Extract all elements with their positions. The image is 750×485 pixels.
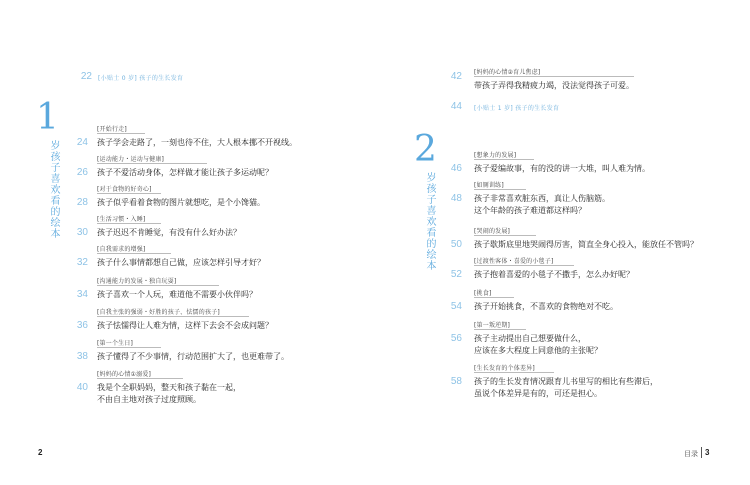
page-number: 36 [76, 320, 88, 331]
tag-rule [474, 372, 554, 373]
tag-rule [97, 163, 207, 164]
page-number: 44 [450, 101, 462, 112]
entry-tag: [第一叛逆期] [474, 322, 511, 329]
tag-rule [474, 189, 526, 190]
page-number: 24 [76, 137, 88, 148]
entry-tag: [第一个生日] [97, 340, 134, 347]
tips-entry: [小贴士 0 岁] 孩子的生长发育 [98, 75, 184, 82]
section-number: 1 [36, 97, 59, 138]
entry-tag: [开始行走] [97, 126, 127, 133]
page-number: 54 [450, 301, 462, 312]
entry-tag: [对于食物的好奇心] [97, 186, 152, 193]
page-number: 26 [76, 167, 88, 178]
entry-text: 孩子主动提出自己想要做什么， [474, 334, 586, 343]
entry-text: 这个年龄的孩子难道都这样吗？ [474, 206, 586, 215]
tips-entry: [小贴士 1 岁] 孩子的生长发育 [474, 105, 560, 112]
page-number: 28 [76, 197, 88, 208]
tag-rule [97, 378, 183, 379]
entry-tag: [运动能力・运动与健康] [97, 156, 165, 163]
entry-text: 孩子的生长发育情况跟育儿书里写的相比有些滞后， [474, 377, 658, 386]
folio-divider [701, 447, 702, 458]
entry-text: 孩子懂得了不少事情，行动范围扩大了，也更难带了。 [97, 352, 289, 361]
entry-tag: [妈妈的心情②育儿焦虑] [474, 69, 541, 76]
section-title: 岁孩子喜欢看的绘本 [48, 140, 59, 239]
entry-text: 应该在多大程度上同意他的主张呢？ [474, 346, 602, 355]
entry-text: 孩子非常喜欢脏东西，真让人伤脑筋。 [474, 194, 610, 203]
entry-text: 孩子迟迟不肯睡觉，有没有什么好办法？ [97, 228, 241, 237]
tag-rule [474, 235, 536, 236]
page-number: 58 [450, 376, 462, 387]
entry-text: 孩子爱编故事，有的没的讲一大堆，叫人难为情。 [474, 164, 650, 173]
tag-rule [97, 285, 219, 286]
tag-rule [97, 193, 161, 194]
entry-tag: [生活习惯・入睡] [97, 216, 146, 223]
entry-text: 孩子似乎看着食物的图片就想吃，是个小馋猫。 [97, 198, 265, 207]
entry-tag: [自我需求的增强] [97, 246, 146, 253]
section-number: 2 [414, 129, 437, 170]
page-number: 56 [450, 333, 462, 344]
page-number: 48 [450, 193, 462, 204]
entry-text: 不由自主地对孩子过度照顾。 [97, 395, 201, 404]
tag-rule [474, 329, 526, 330]
tag-rule [474, 265, 574, 266]
tag-rule [474, 297, 514, 298]
tag-rule [474, 76, 634, 77]
page-number: 46 [450, 163, 462, 174]
entry-text: 孩子学会走路了，一刻也待不住，大人根本挪不开视线。 [97, 138, 297, 147]
page-number: 32 [76, 257, 88, 268]
entry-text: 孩子什么事情都想自己做，应该怎样引导才好？ [97, 258, 265, 267]
entry-tag: [哭闹的发展] [474, 228, 511, 235]
entry-tag: [妈妈的心情①溺爱] [97, 371, 152, 378]
entry-text: 孩子抱着喜爱的小毯子不撒手，怎么办好呢？ [474, 270, 634, 279]
folio-number: 3 [705, 448, 710, 457]
entry-tag: [沟通能力的发展・独自玩耍] [97, 278, 177, 285]
entry-tag: [过渡性客体・喜爱的小毯子] [474, 258, 554, 265]
entry-text: 带孩子弄得我精疲力竭，没法觉得孩子可爱。 [474, 81, 634, 90]
tag-rule [97, 316, 249, 317]
entry-tag: [自我主张的强弱・好胜的孩子、怯懦的孩子] [97, 309, 220, 316]
page-number: 52 [450, 269, 462, 280]
tag-rule [97, 133, 145, 134]
entry-tag: [想象力的发展] [474, 152, 517, 159]
tag-rule [97, 253, 171, 254]
entry-text: 孩子开始挑食，不喜欢的食物绝对不吃。 [474, 302, 618, 311]
page-number: 30 [76, 227, 88, 238]
tag-rule [97, 347, 161, 348]
page-number: 34 [76, 289, 88, 300]
tag-rule [474, 159, 534, 160]
page-number: 40 [76, 382, 88, 393]
entry-text: 孩子歇斯底里地哭闹得厉害，简直全身心投入，能放任不管吗？ [474, 240, 698, 249]
section-title: 岁孩子喜欢看的绘本 [424, 172, 435, 271]
entry-tag: [挑食] [474, 290, 492, 297]
entry-tag: [生长发育的个体差异] [474, 365, 535, 372]
entry-text: 我是个全职妈妈，整天和孩子黏在一起， [97, 383, 241, 392]
page-number: 22 [80, 71, 92, 82]
folio-label: 目录 [684, 450, 698, 458]
entry-tag: [如厕训练] [474, 182, 504, 189]
tag-rule [97, 223, 161, 224]
entry-text: 虽说个体差异是有的，可还是担心。 [474, 389, 602, 398]
page-number: 42 [450, 71, 462, 82]
entry-text: 孩子怯懦得让人难为情，这样下去会不会成问题？ [97, 321, 273, 330]
entry-text: 孩子不爱活动身体，怎样做才能让孩子多运动呢？ [97, 168, 273, 177]
page-number: 50 [450, 239, 462, 250]
folio-number: 2 [38, 448, 43, 457]
entry-text: 孩子喜欢一个人玩，难道他不需要小伙伴吗？ [97, 290, 257, 299]
page-number: 38 [76, 351, 88, 362]
